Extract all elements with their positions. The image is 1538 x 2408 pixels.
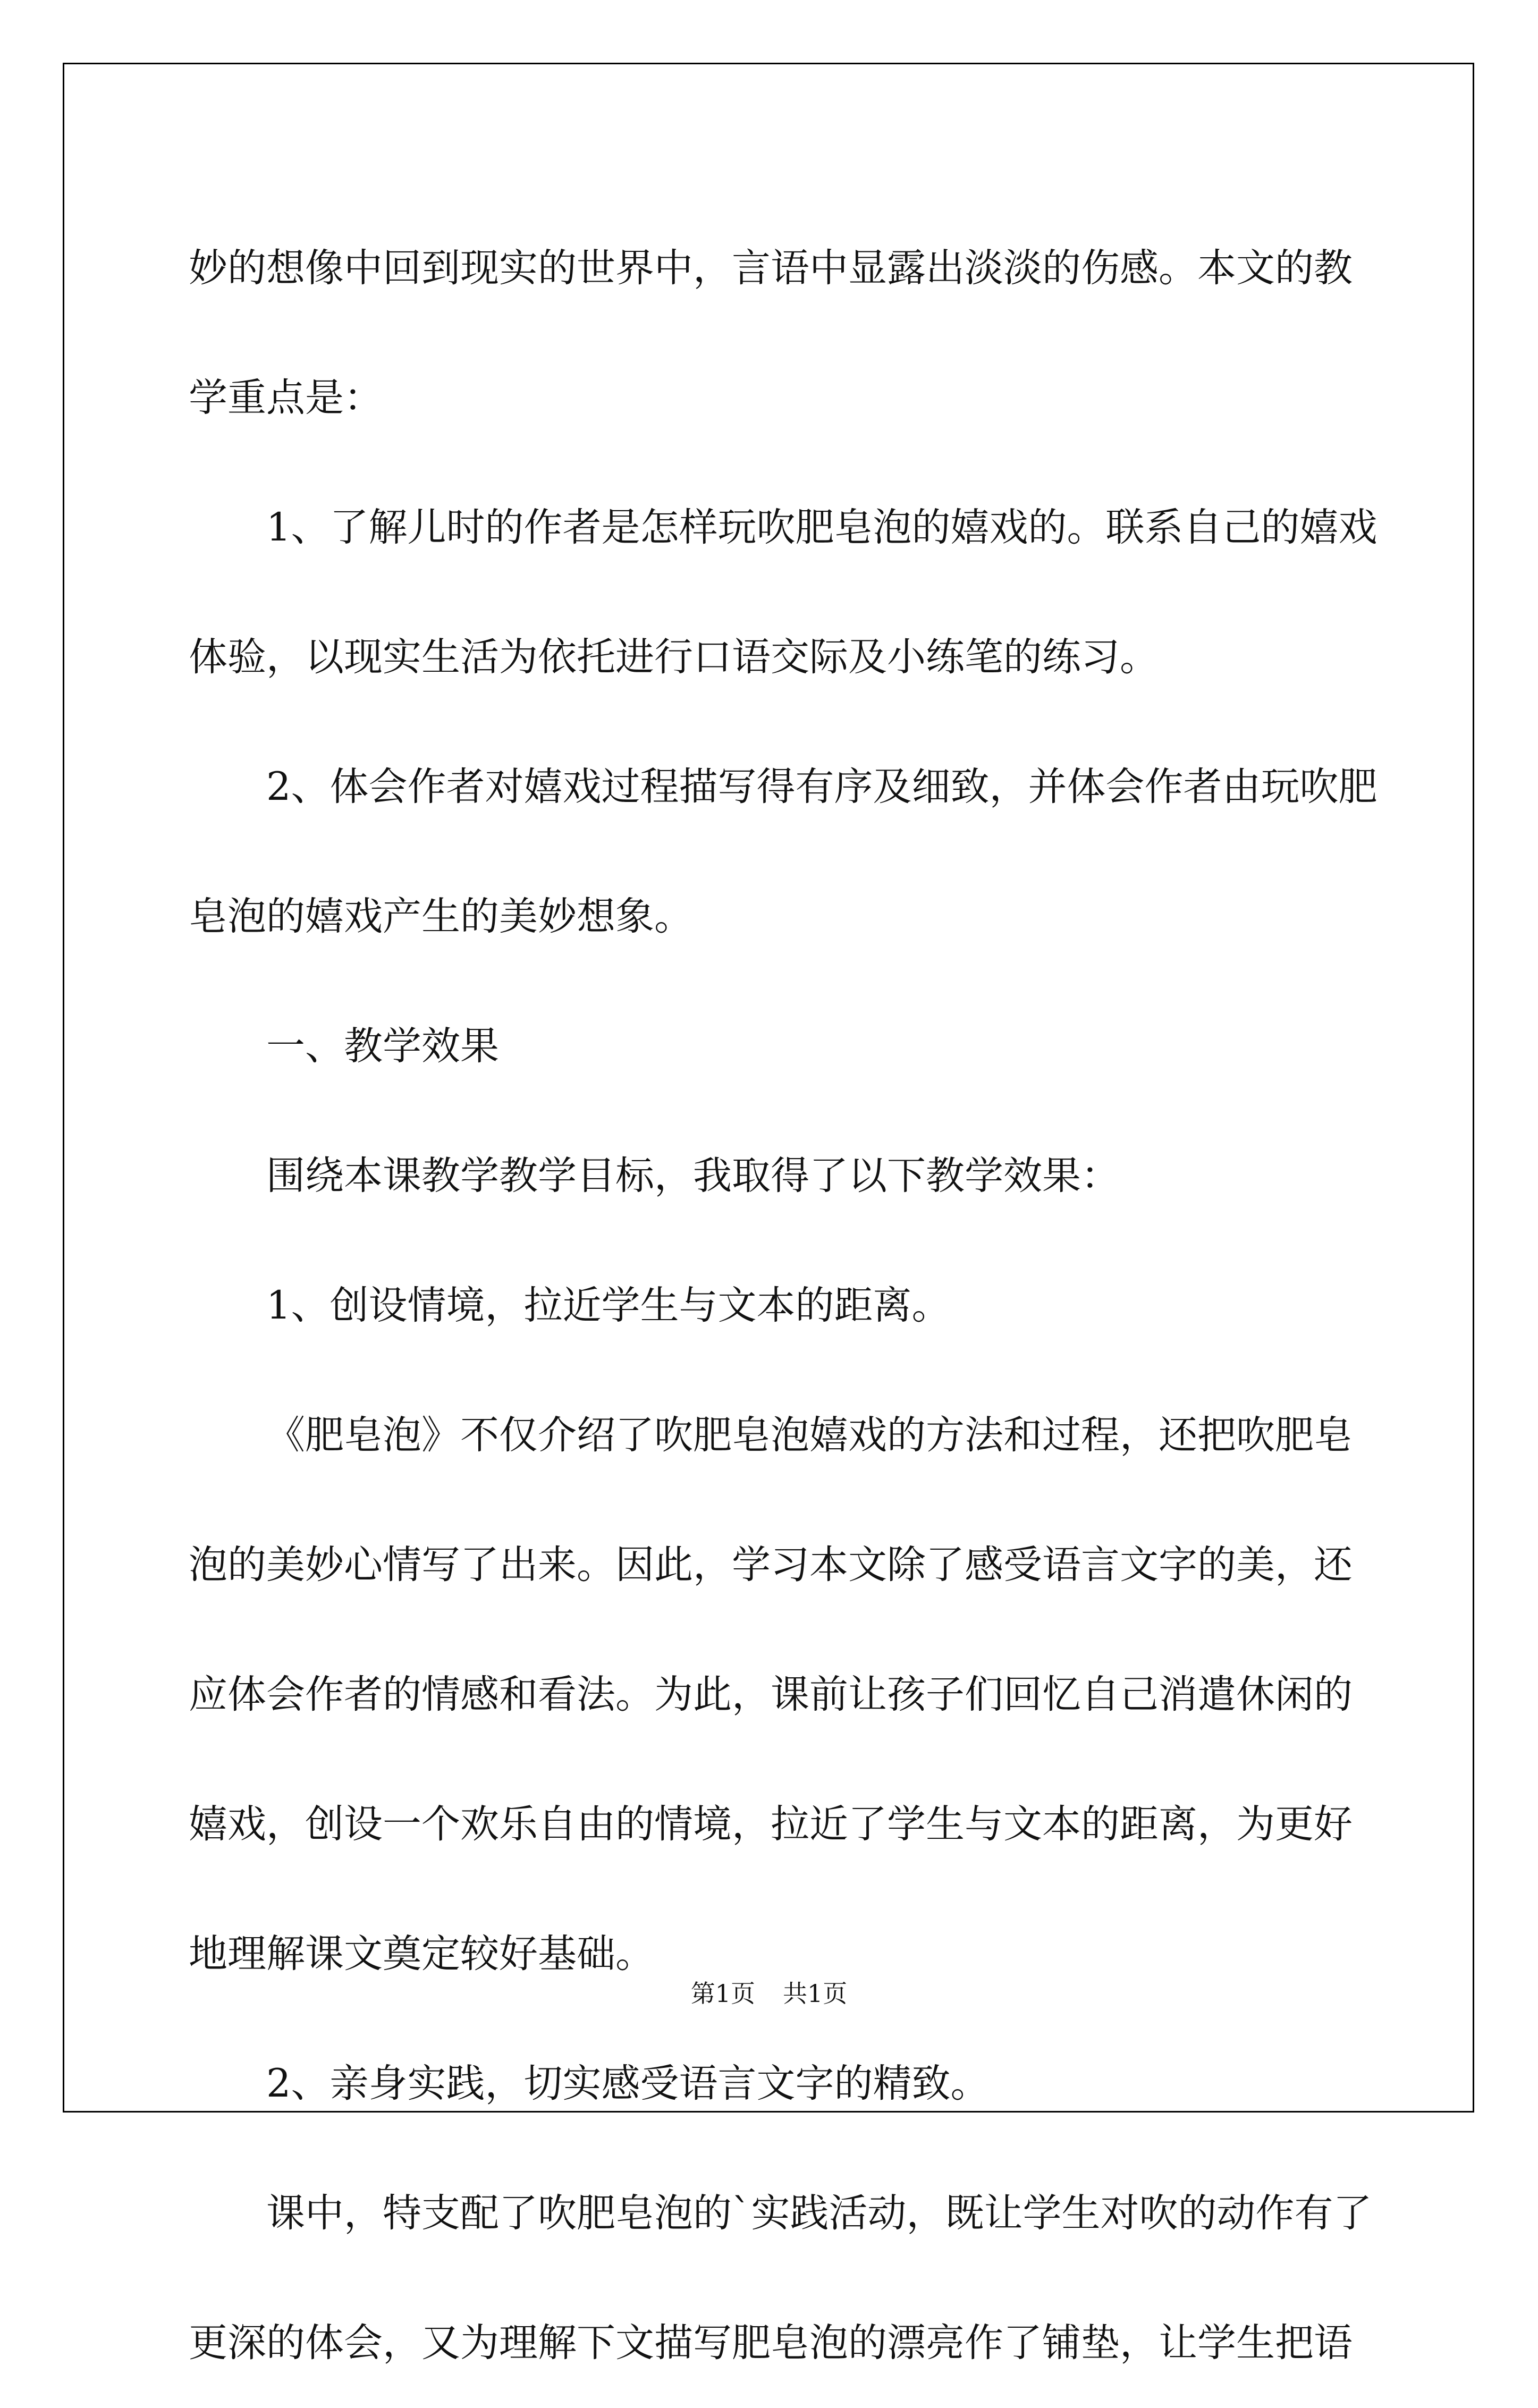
text-line: 皂泡的嬉戏产生的美妙想象。 [189,894,693,939]
list-item: 2、体会作者对嬉戏过程描写得有序及细致，并体会作者由玩吹肥 [266,764,1378,809]
text-line: 妙的想像中回到现实的世界中，言语中显露出淡淡的伤感。本文的教 [189,246,1353,291]
text-line: 地理解课文奠定较好基础。 [189,1931,654,1976]
text-line: 嬉戏，创设一个欢乐自由的情境，拉近了学生与文本的距离，为更好 [189,1802,1353,1847]
list-item: 1、创设情境，拉近学生与文本的距离。 [266,1283,951,1328]
page-footer [0,1974,1538,2009]
list-item: 2、亲身实践，切实感受语言文字的精致。 [266,2061,990,2106]
text-line: 应体会作者的情感和看法。为此，课前让孩子们回忆自己消遣休闲的 [189,1672,1353,1717]
document-body [189,204,1378,2408]
text-line: 体验，以现实生活为依托进行口语交际及小练笔的练习。 [189,635,1159,680]
page-total: 共1页 [783,1979,848,2008]
text-line: 泡的美妙心情写了出来。因此，学习本文除了感受语言文字的美，还 [189,1542,1353,1587]
text-line: 更深的体会，又为理解下文描写肥皂泡的漂亮作了铺垫，让学生把语 [189,2320,1353,2365]
text-line: 学重点是： [189,375,383,420]
text-line: 《肥皂泡》不仅介绍了吹肥皂泡嬉戏的方法和过程，还把吹肥皂 [266,1413,1353,1458]
list-item: 1、了解儿时的作者是怎样玩吹肥皂泡的嬉戏的。联系自己的嬉戏 [266,505,1378,550]
text-line: 围绕本课教学教学目标，我取得了以下教学效果： [266,1153,1120,1198]
text-line: 课中，特支配了吹肥皂泡的`实践活动，既让学生对吹的动作有了 [266,2191,1372,2236]
page-number: 第1页 [690,1979,755,2008]
section-heading: 一、教学效果 [266,1024,499,1069]
